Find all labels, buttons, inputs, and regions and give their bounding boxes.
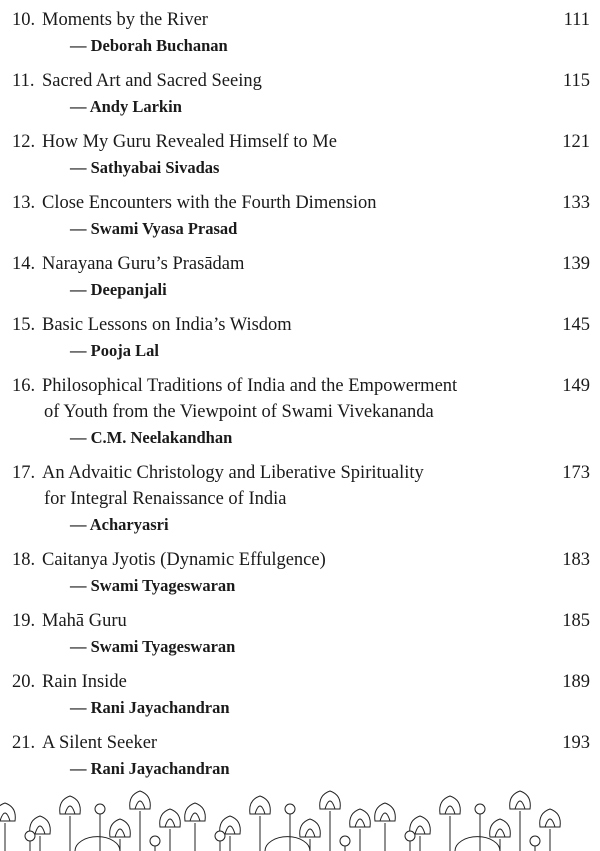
page-number: 193 [562,733,590,753]
toc-entry [0,460,600,537]
entry-number: 19. [12,611,36,631]
entry-title: A Silent Seeker [42,733,158,753]
entry-title: Caitanya Jyotis (Dynamic Effulgence) [42,550,326,570]
lotus-pod-icon [95,804,105,814]
entry-title: Rain Inside [42,672,127,692]
lotus-leaf-icon [265,837,310,851]
entry-title-line [0,251,600,277]
entry-number: 18. [12,550,36,570]
lotus-flower-icon [60,796,81,814]
lotus-pod-icon [285,804,295,814]
page-number: 121 [562,132,590,152]
lotus-pod-icon [405,831,415,841]
entry-author: — Swami Tyageswaran [70,637,236,656]
lotus-flower-icon [250,796,271,814]
toc-entry [0,547,600,598]
entry-author: — C.M. Neelakandhan [70,428,233,447]
lotus-flower-icon [160,809,181,827]
entry-number: 11. [12,71,35,91]
lotus-pod-icon [475,804,485,814]
toc-entry [0,373,600,450]
entry-number: 10. [12,10,36,30]
entry-title-line [0,68,600,94]
lotus-flower-icon [0,803,15,821]
entry-title: of Youth from the Viewpoint of Swami Vivekananda [44,402,434,422]
entry-number: 21. [12,733,36,753]
entry-title-line [0,608,600,634]
page-number: 173 [562,463,590,483]
lotus-leaf-icon [75,837,120,851]
lotus-flower-icon [320,791,341,809]
toc-entry [0,312,600,363]
toc-entry [0,129,600,180]
lotus-flower-icon [350,809,371,827]
page-number: 115 [562,71,590,91]
entry-author: — Deborah Buchanan [70,36,228,55]
entry-title: Philosophical Traditions of India and the Empowerment [42,376,458,396]
entry-author: — Rani Jayachandran [70,759,230,778]
page-number: 185 [562,611,590,631]
entry-number: 15. [12,315,36,335]
entry-title: Mahā Guru [42,611,127,631]
toc-entry [0,251,600,302]
toc-entry [0,68,600,119]
lotus-flower-icon [110,819,131,837]
lotus-flower-icon [440,796,461,814]
entry-number: 17. [12,463,36,483]
entry-title: Close Encounters with the Fourth Dimension [42,193,377,213]
lotus-flower-icon [510,791,531,809]
entry-author: — Deepanjali [70,280,167,299]
entry-title-line [0,730,600,756]
toc-entry [0,730,600,781]
entry-number: 14. [12,254,36,274]
entry-title-line [0,669,600,695]
lotus-pod-icon [340,836,350,846]
page-number: 189 [562,672,590,692]
lotus-flower-icon [130,791,151,809]
lotus-flower-icon [375,803,396,821]
entry-author: — Andy Larkin [70,97,182,116]
toc-entry [0,190,600,241]
entry-author: — Swami Tyageswaran [70,576,236,595]
entry-title: How My Guru Revealed Himself to Me [42,132,337,152]
lotus-pod-icon [530,836,540,846]
page-number: 183 [562,550,590,570]
page-number: 145 [562,315,590,335]
lotus-flower-icon [490,819,511,837]
entry-title-line [0,312,600,338]
entry-title-line [0,190,600,216]
entry-number: 12. [12,132,36,152]
entry-number: 20. [12,672,36,692]
table-of-contents [0,7,600,791]
entry-author: — Acharyasri [70,515,169,534]
lotus-leaf-icon [455,837,500,851]
entry-title-line [0,486,600,512]
lotus-flower-icon [185,803,206,821]
entry-number: 16. [12,376,36,396]
entry-title: for Integral Renaissance of India [44,489,287,509]
entry-title-line [0,460,600,486]
page-number: 111 [563,10,590,30]
entry-title: Moments by the River [42,10,208,30]
lotus-pod-icon [25,831,35,841]
entry-title: An Advaitic Christology and Liberative Spirituality [42,463,424,483]
entry-title: Narayana Guru’s Prasādam [42,254,245,274]
entry-title-line [0,129,600,155]
entry-title-line [0,373,600,399]
lotus-pod-icon [150,836,160,846]
toc-entry [0,608,600,659]
page-number: 139 [562,254,590,274]
entry-number: 13. [12,193,36,213]
entry-author: — Pooja Lal [70,341,159,360]
toc-entry [0,669,600,720]
entry-author: — Rani Jayachandran [70,698,230,717]
page-number: 149 [562,376,590,396]
entry-title: Basic Lessons on India’s Wisdom [42,315,292,335]
entry-author: — Sathyabai Sivadas [70,158,220,177]
entry-title-line [0,7,600,33]
toc-entry [0,7,600,58]
entry-title-line [0,547,600,573]
lotus-flower-icon [300,819,321,837]
page-number: 133 [562,193,590,213]
lotus-border-illustration [0,781,600,851]
lotus-pod-icon [215,831,225,841]
lotus-flower-icon [540,809,561,827]
entry-title: Sacred Art and Sacred Seeing [42,71,262,91]
entry-author: — Swami Vyasa Prasad [70,219,238,238]
entry-title-line [0,399,600,425]
